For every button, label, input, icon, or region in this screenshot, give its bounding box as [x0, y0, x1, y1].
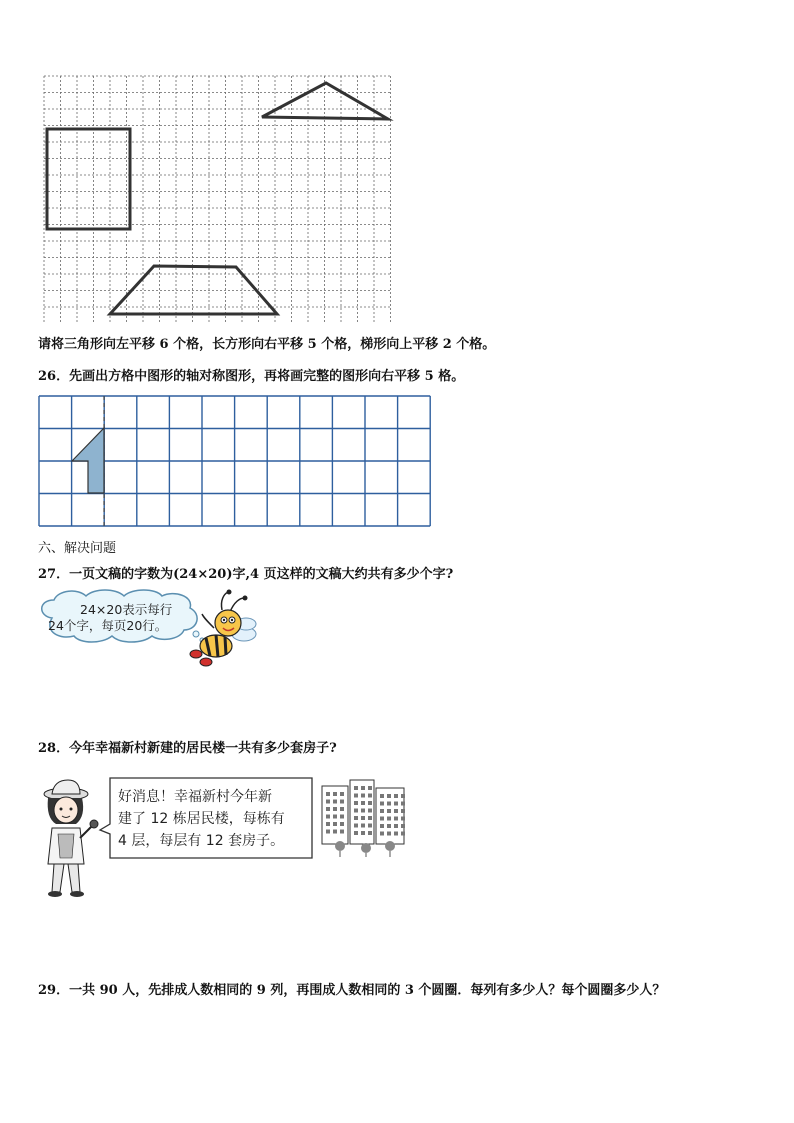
question-27: [38, 563, 453, 582]
section-title: 六、解决问题: [38, 541, 117, 556]
question-27-text: 一页文稿的字数为(24×20)字,4 页这样的文稿大约共有多少个字?: [69, 567, 454, 582]
hint-line-2: 24个字，每页20行。: [48, 618, 168, 633]
question-26-number: 26．: [38, 369, 70, 384]
buildings-icon: [318, 776, 408, 858]
triangle-shape: [262, 83, 388, 119]
question-26-text: 先画出方格中图形的轴对称图形，再将画完整的图形向右平移 5 格。: [69, 369, 465, 384]
speech-line-3: 4 层，每层有 12 套房子。: [118, 833, 285, 849]
question-26: [38, 365, 464, 384]
question-27-number: 27．: [38, 567, 70, 582]
speech-box: [98, 776, 316, 860]
rectangle-shape: [47, 129, 130, 229]
question-28: [38, 737, 337, 756]
speech-line-1: 好消息！幸福新村今年新: [118, 789, 272, 805]
half-figure-shape: [72, 428, 104, 493]
question-28-text: 今年幸福新村新建的居民楼一共有多少套房子?: [69, 741, 337, 756]
question-29-text: 一共 90 人，先排成人数相同的 9 列，再围成人数相同的 3 个圆圈．每列有多少人？每个圆圈多少人？: [69, 983, 666, 998]
dotted-grid-lines: [44, 76, 391, 322]
question-28-number: 28．: [38, 741, 70, 756]
speech-line-2: 建了 12 栋居民楼，每栋有: [118, 811, 285, 827]
question-29: [38, 979, 665, 998]
bee-icon: [180, 588, 260, 668]
translation-grid: [40, 74, 396, 322]
question-29-number: 29．: [38, 983, 70, 998]
instruction-25: 请将三角形向左平移 6 个格，长方形向右平移 5 个格，梯形向上平移 2 个格。: [38, 337, 496, 352]
hint-cloud: [34, 588, 204, 644]
hint-line-1: 24×20表示每行: [80, 602, 173, 617]
reporter-icon: [36, 778, 102, 900]
symmetry-grid: [38, 395, 432, 527]
